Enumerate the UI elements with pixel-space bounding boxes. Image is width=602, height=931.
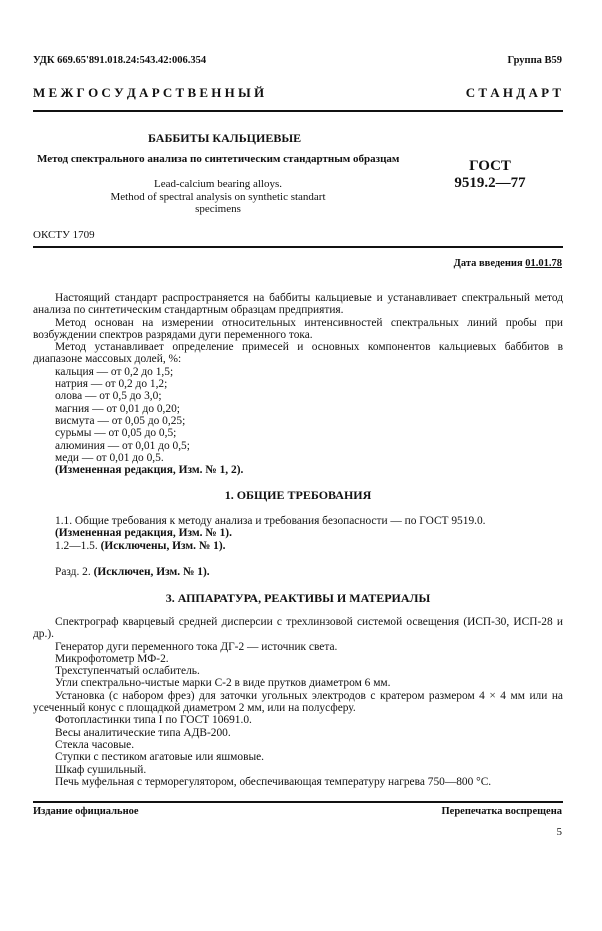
- section-2-label: Разд. 2.: [55, 566, 91, 578]
- intro-section: [33, 292, 563, 476]
- range-item: кальция — от 0,2 до 1,5;: [55, 365, 174, 378]
- okstu-rule: [33, 246, 563, 248]
- date-label: Дата введения: [453, 258, 523, 269]
- intro-paragraph: Настоящий стандарт распространяется на баббиты кальциевые и устанавливает спектральный метод анализа по синтетическим стандартным образцам предприятия.: [33, 292, 563, 317]
- amendment-note: (Измененная редакция, Изм. № 1).: [55, 527, 232, 540]
- equipment-item: Угли спектрально-чистые марки С-2 в виде прутков диаметром 6 мм.: [55, 677, 391, 690]
- range-item: висмута — от 0,05 до 0,25;: [55, 414, 186, 427]
- range-item: олова — от 0,5 до 3,0;: [55, 390, 162, 403]
- range-item: магния — от 0,01 до 0,20;: [55, 402, 180, 415]
- date-value: 01.01.78: [525, 258, 562, 269]
- clause-1-1: 1.1. Общие требования к методу анализа и требования безопасности — по ГОСТ 9519.0.: [55, 515, 486, 527]
- section-2: [33, 566, 563, 578]
- section-2-status: (Исключен, Изм. № 1).: [93, 566, 210, 578]
- equipment-item: Стекла часовые.: [55, 738, 135, 751]
- range-item: сурьмы — от 0,05 до 0,5;: [55, 427, 177, 440]
- equipment-item: Микрофотометр МФ-2.: [55, 652, 169, 665]
- udc-code: УДК 669.65'891.018.24:543.42:006.354: [33, 55, 207, 66]
- clause-1-2-1-5: [33, 540, 563, 552]
- range-item: алюминия — от 0,01 до 0,5;: [55, 439, 190, 452]
- intro-paragraph: Метод основан на измерении относительных интенсивностей спектральных линий пробы при возбуждении спектров разрядами дуги переменного тока.: [33, 316, 563, 341]
- reprint-prohibited: Перепечатка воспрещена: [441, 806, 562, 817]
- section-1: [33, 515, 563, 552]
- clause-number: 1.2—1.5.: [55, 539, 98, 552]
- range-item: меди — от 0,01 до 0,5.: [55, 451, 164, 464]
- footer-rule: [33, 801, 563, 803]
- amendment-note: (Измененная редакция, Изм. № 1, 2).: [55, 464, 244, 477]
- equipment-item: Трехступенчатый ослабитель.: [55, 665, 200, 678]
- english-title-1: Lead-calcium bearing alloys.: [154, 178, 282, 190]
- group-code: Группа В59: [507, 55, 562, 66]
- header-rule: [33, 110, 563, 112]
- document-subtitle: Метод спектрального анализа по синтетическим стандартным образцам: [37, 153, 400, 165]
- banner-interstate: М Е Ж Г О С У Д А Р С Т В Е Н Н Ы Й: [33, 85, 266, 100]
- equipment-item: Весы аналитические типа АДВ-200.: [55, 726, 231, 739]
- equipment-item: Генератор дуги переменного тока ДГ-2 — источник света.: [55, 640, 338, 653]
- page-number: 5: [556, 826, 562, 838]
- banner-standard: С Т А Н Д А Р Т: [465, 85, 562, 100]
- gost-label: ГОСТ: [469, 158, 511, 174]
- introduction-date: [454, 258, 562, 270]
- equipment-item: Печь муфельная с терморегулятором, обеспечивающая температуру нагрева 750—800 °С.: [55, 775, 492, 788]
- section-3-heading: 3. АППАРАТУРА, РЕАКТИВЫ И МАТЕРИАЛЫ: [165, 591, 431, 605]
- equipment-item: Шкаф сушильный.: [55, 763, 147, 776]
- section-1-heading: 1. ОБЩИЕ ТРЕБОВАНИЯ: [224, 488, 372, 502]
- official-edition: Издание официальное: [33, 806, 139, 817]
- equipment-item: Установка (с набором фрез) для заточки угольных электродов с кратером размером 4 × 4 мм или на усеченный конус с площадкой диаметром 2 мм, или на полусферу.: [33, 689, 563, 715]
- document-title: БАББИТЫ КАЛЬЦИЕВЫЕ: [148, 131, 302, 145]
- okstu-code: ОКСТУ 1709: [33, 229, 95, 241]
- gost-number: 9519.2—77: [454, 175, 526, 191]
- equipment-item: Ступки с пестиком агатовые или яшмовые.: [55, 751, 265, 764]
- section-2-note: [33, 566, 563, 578]
- equipment-item: Спектрограф кварцевый средней дисперсии с трехлинзовой системой освещения (ИСП-30, ИСП-28 и др.).: [33, 616, 563, 641]
- equipment-item: Фотопластинки типа I по ГОСТ 10691.0.: [55, 714, 252, 727]
- intro-paragraph: Метод устанавливает определение примесей и основных компонентов кальциевых баббитов в диапазоне массовых долей, %:: [33, 341, 563, 366]
- section-3: [33, 616, 563, 788]
- range-item: натрия — от 0,2 до 1,2;: [55, 378, 168, 391]
- english-title-2: Method of spectral analysis on synthetic standart specimens: [110, 191, 326, 216]
- clause-status: (Исключены, Изм. № 1).: [100, 539, 226, 552]
